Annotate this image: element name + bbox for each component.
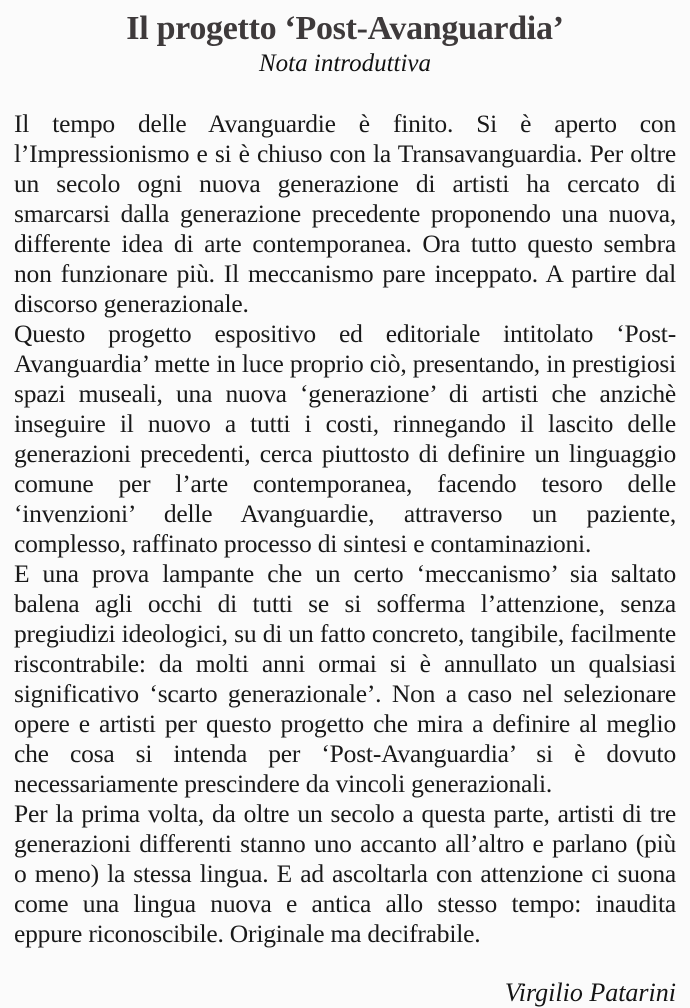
- paragraph-1: Il tempo delle Avanguardie è finito. Si è aperto con l’Impressionismo e si è chiuso con la Transavanguardia. Per oltre un secolo ogni nuova generazione di artisti ha cercato di smarcarsi dalla generazione precedente proponendo una nuova, differente idea di arte contemporanea. Ora tutto questo sembra non funzionare più. Il meccanismo pare inceppato. A partire dal discorso generazionale.: [14, 109, 676, 318]
- author-signature: Virgilio Patarini: [504, 978, 676, 1007]
- page-subtitle: Nota introduttiva: [259, 50, 431, 77]
- paragraph-3: E una prova lampante che un certo ‘meccanismo’ sia saltato balena agli occhi di tutti se si sofferma l’attenzione, senza pregiudizi ideologici, su di un fatto concreto, tangibile, facilmente riscontrabile: da molti anni ormai si è annullato un qualsiasi significativo ‘scarto generazionale’. Non a caso nel selezionare opere e artisti per questo progetto che mira a definire al meglio che cosa si intenda per ‘Post-Avanguardia’ si è dovuto necessariamente prescindere da vincoli generazionali.: [14, 559, 676, 798]
- page-title: Il progetto ‘Post-Avanguardia’: [126, 10, 564, 47]
- paragraph-2: Questo progetto espositivo ed editoriale intitolato ‘Post-Avanguardia’ mette in luce proprio ciò, presentando, in prestigiosi spazi museali, una nuova ‘generazione’ di artisti che anzichè inseguire il nuovo a tutti i costi, rinnegando il lascito delle generazioni precedenti, cerca piuttosto di definire un linguaggio comune per l’arte contemporanea, facendo tesoro delle ‘invenzioni’ delle Avanguardie, attraverso un paziente, complesso, raffinato processo di sintesi e contaminazioni.: [14, 319, 676, 558]
- paragraph-4: Per la prima volta, da oltre un secolo a questa parte, artisti di tre generazioni differenti stanno uno accanto all’altro e parlano (più o meno) la stessa lingua. E ad ascoltarla con attenzione ci suona come una lingua nuova e antica allo stesso tempo: inaudita eppure riconoscibile. Originale ma decifrabile.: [14, 799, 676, 948]
- article-body: [14, 109, 676, 949]
